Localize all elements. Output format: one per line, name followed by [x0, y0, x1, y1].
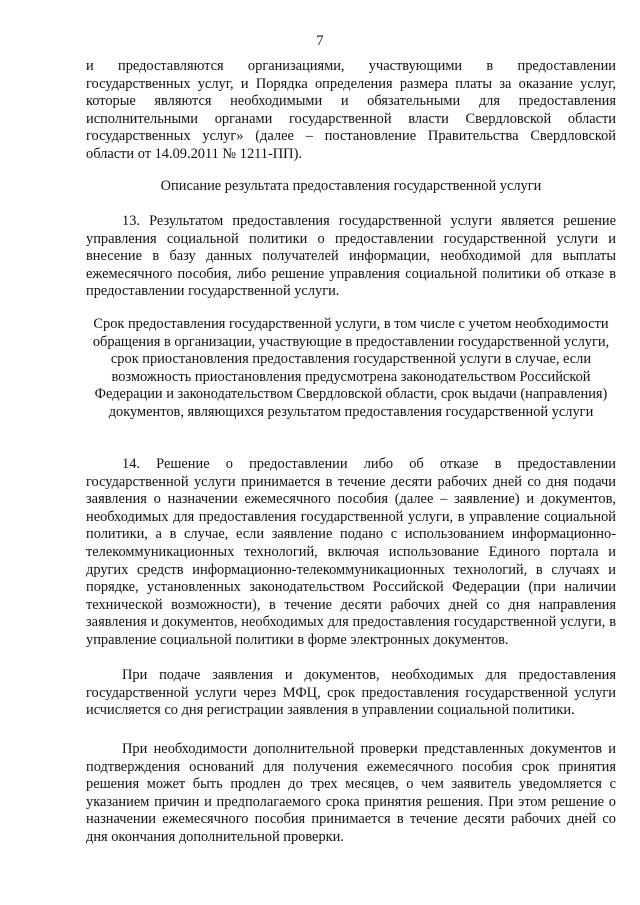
mfc-paragraph-block: [86, 667, 616, 720]
heading-result-description: Описание результата предоставления государственной услуги: [160, 178, 542, 194]
paragraph-13-block: [86, 213, 616, 301]
heading-service-term: Срок предоставления государственной услуги, в том числе с учетом необходимости обращения в организации, участвующие в предоставлении государственной услуги, срок приостановления предоставления государственной услуги в случае, если возможность приостановления предусмотрена законодательством Российской Федерации и законодательством Свердловской области, срок выдачи (направления) документов, являющихся результатом предоставления государственной услуги: [92, 316, 610, 420]
result-heading-block: [86, 178, 616, 196]
page-number: 7: [316, 33, 324, 49]
paragraph-13: 13. Результатом предоставления государственной услуги является решение управления социальной политики о предоставлении государственной услуги и внесение в базу данных получателей информации, необходимой для выплаты ежемесячного пособия, либо решение управления социальной политики об отказе в предоставлении государственной услуги.: [86, 213, 616, 300]
paragraph-14: 14. Решение о предоставлении либо об отказе в предоставлении государственной услуги принимается в течение десяти рабочих дней со дня подачи заявления о назначении ежемесячного пособия (далее – заявление) и документов, необходимых для предоставления государственной услуги, в управление социальной политики, а в случае, если заявление подано с использованием информационно-телекоммуникационных технологий, включая использование Единого портала и других средств информационно-телекоммуникационных технологий, в случаях и порядке, установленных законодательством Российской Федерации (при наличии технической возможности), в течение десяти рабочих дней со дня направления заявления и документов, необходимых для предоставления государственной услуги, в управление социальной политики в форме электронных документов.: [86, 456, 616, 648]
term-heading-block: [86, 316, 616, 422]
extra-check-paragraph-block: [86, 741, 616, 847]
paragraph-additional-check: При необходимости дополнительной проверки представленных документов и подтверждения оснований для получения ежемесячного пособия срок принятия решения может быть продлен до трех месяцев, о чем заявитель уведомляется с указанием причин и предполагаемого срока принятия решения. При этом решение о назначении ежемесячного пособия принимается в течение десяти рабочих дней со дня окончания дополнительной проверки.: [86, 741, 616, 845]
paragraph-mfc-term: При подаче заявления и документов, необходимых для предоставления государственной услуги через МФЦ, срок предоставления государственной услуги исчисляется со дня регистрации заявления в управлении социальной политики.: [86, 667, 616, 719]
continuation-paragraph: и предоставляются организациями, участвующими в предоставлении государственных услуг, и Порядка определения размера платы за оказание услуг, которые являются необходимыми и обязательными для предоставления исполнительными органами государственной власти Свердловской области государственных услуг» (далее – постановление Правительства Свердловской области от 14.09.2011 № 1211-ПП).: [86, 58, 616, 162]
continuation-paragraph-block: [86, 58, 616, 164]
paragraph-14-block: [86, 456, 616, 650]
